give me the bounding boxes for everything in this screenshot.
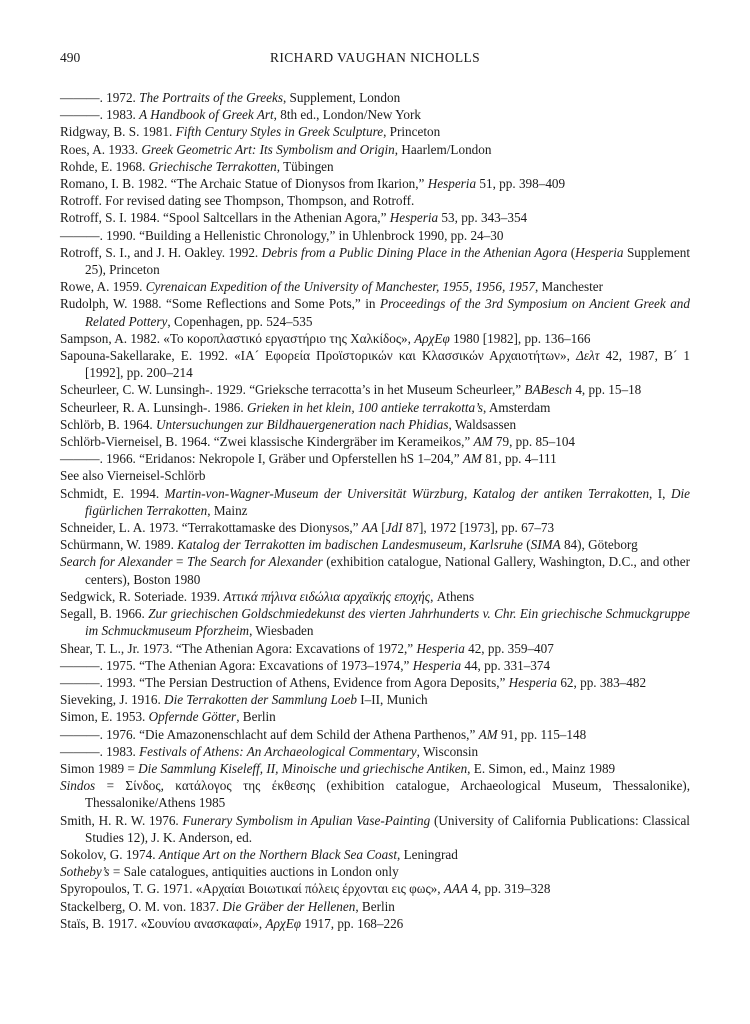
entry-text-segment: Scheurleer, R. A. Lunsingh-. 1986.	[60, 399, 247, 415]
entry-text-segment: 53, pp. 343–354	[438, 210, 528, 226]
entry-text-segment: , Copenhagen, pp. 524–535	[167, 313, 313, 329]
entry-text-segment: Simon, E. 1953.	[60, 709, 149, 725]
entry-italic-segment: Festivals of Athens: An Archaeological Commentary	[139, 743, 417, 759]
entry-text-segment: Schmidt, E. 1994.	[60, 485, 165, 501]
entry-text-segment: 91, pp. 115–148	[497, 726, 587, 742]
entry-italic-segment: BABesch	[524, 382, 573, 398]
bibliography-entry	[60, 244, 690, 278]
bibliography-entry	[60, 519, 690, 536]
entry-text-segment: 42, 1987, Β´ 1 [1992], pp. 200–214	[85, 348, 691, 381]
entry-text-segment: Sapouna-Sakellarake, E. 1992. «ΙΑ´ Εφορεία Προϊστορικών και Κλασσικών Αρχαιοτήτων»,	[60, 348, 577, 364]
entry-italic-segment: Griechische Terrakotten	[148, 158, 277, 174]
entry-text-segment: Staïs, B. 1917. «Σουνίου ανασκαφαί»,	[60, 915, 266, 931]
entry-italic-segment: Katalog der Terrakotten im badischen Landesmuseum, Karlsruhe	[177, 537, 523, 553]
entry-italic-segment: Martin-von-Wagner-Museum der Universität Würzburg, Katalog der antiken Terrakotten	[164, 485, 650, 501]
bibliography-entry	[60, 777, 690, 811]
entry-italic-segment: Cyrenaican Expedition of the University of Manchester, 1955, 1956, 1957	[145, 279, 535, 295]
entry-text-segment: , Amsterdam	[482, 399, 551, 415]
bibliography-entry	[60, 227, 690, 244]
entry-text-segment: , Tübingen	[276, 158, 334, 174]
entry-text-segment: I–II, Munich	[356, 692, 428, 708]
entry-italic-segment: Die Gräber der Hellenen	[222, 898, 356, 914]
entry-text-segment: ———. 1976. “Die Amazonenschlacht auf dem Schild der Athena Parthenos,”	[60, 726, 479, 742]
entry-text-segment: 79, pp. 85–104	[492, 434, 575, 450]
entry-text-segment: Rotroff, S. I., and J. H. Oakley. 1992.	[60, 244, 262, 260]
entry-italic-segment: Greek Geometric Art: Its Symbolism and Origin	[141, 141, 395, 157]
bibliography-entry	[60, 467, 690, 484]
entry-text-segment: , Berlin	[355, 898, 395, 914]
bibliography-entry	[60, 158, 690, 175]
entry-text-segment: 51, pp. 398–409	[476, 176, 566, 192]
entry-text-segment: Spyropoulos, T. G. 1971. «Αρχαίαι Βοιωτικαί πόλεις έρχονται εις φως»,	[60, 881, 444, 897]
entry-italic-segment: Hesperia	[575, 244, 624, 260]
entry-text-segment: Sieveking, J. 1916.	[60, 692, 165, 708]
entry-text-segment: Roes, A. 1933.	[60, 141, 142, 157]
entry-text-segment: ———. 1993. “The Persian Destruction of Athens, Evidence from Agora Deposits,”	[60, 674, 509, 690]
entry-text-segment: [	[377, 520, 386, 536]
entry-italic-segment: AAA	[443, 881, 469, 897]
bibliography-entry	[60, 640, 690, 657]
entry-text-segment: Smith, H. R. W. 1976.	[60, 812, 183, 828]
entry-text-segment: , I,	[649, 485, 671, 501]
entry-text-segment: 4, pp. 15–18	[572, 382, 642, 398]
bibliography-entry	[60, 708, 690, 725]
running-head: RICHARD VAUGHAN NICHOLLS	[269, 50, 481, 65]
page-number: 490	[60, 50, 81, 65]
entry-italic-segment: Hesperia	[508, 674, 558, 690]
entry-italic-segment: ΑρχΕφ	[265, 915, 302, 931]
entry-text-segment: Rotroff. For revised dating see Thompson, Thompson, and Rotroff.	[60, 193, 415, 209]
entry-text-segment: 4, pp. 319–328	[468, 881, 551, 897]
entry-text-segment: , Athens	[430, 588, 475, 604]
entry-text-segment: , 8th ed., London/New York	[273, 107, 421, 123]
entry-text-segment: Sokolov, G. 1974.	[60, 846, 159, 862]
entry-text-segment: , Mainz	[207, 502, 248, 518]
bibliography-entry	[60, 433, 690, 450]
entry-italic-segment: Δελτ	[576, 348, 600, 364]
entry-text-segment: Schlörb-Vierneisel, B. 1964. “Zwei klassische Kindergräber im Kerameikos,”	[60, 434, 474, 450]
entry-text-segment: Stackelberg, O. M. von. 1837.	[60, 898, 223, 914]
bibliography-entry	[60, 192, 690, 209]
entry-italic-segment: ΑρχΕφ	[414, 330, 450, 346]
entry-text-segment: Rudolph, W. 1988. “Some Reflections and Some Pots,” in	[60, 296, 380, 312]
bibliography-entry	[60, 812, 690, 846]
entry-text-segment: = Sale catalogues, antiquities auctions in London only	[109, 864, 399, 880]
bibliography-entry	[60, 416, 690, 433]
entry-text-segment: Rohde, E. 1968.	[60, 158, 149, 174]
entry-text-segment: Sampson, A. 1982. «Το κοροπλαστικό εργαστήριο της Χαλκίδος»,	[60, 330, 415, 346]
entry-text-segment: 84), Göteborg	[560, 537, 638, 553]
entry-text-segment: ———. 1975. “The Athenian Agora: Excavations of 1973–1974,”	[60, 657, 413, 673]
entry-text-segment: Romano, I. B. 1982. “The Archaic Statue of Dionysos from Ikarion,”	[60, 176, 428, 192]
entry-text-segment: Segall, B. 1966.	[60, 606, 149, 622]
entry-italic-segment: Sindos	[60, 778, 96, 794]
bibliography-entry	[60, 89, 690, 106]
entry-text-segment: (	[567, 244, 576, 260]
entry-italic-segment: Proceedings of the 3rd Symposium on Ancient Greek and Related Pottery	[85, 296, 690, 329]
entry-italic-segment: SIMA	[530, 537, 561, 553]
entry-text-segment: ———. 1983.	[60, 107, 140, 123]
entry-italic-segment: The Search for Alexander	[186, 554, 323, 570]
bibliography-entry	[60, 605, 690, 639]
entry-text-segment: , Berlin	[236, 709, 276, 725]
bibliography-entry	[60, 330, 690, 347]
entry-text-segment: , Supplement, London	[282, 90, 401, 105]
entry-italic-segment: AA	[361, 520, 378, 536]
bibliography-entry	[60, 209, 690, 226]
entry-text-segment: Scheurleer, C. W. Lunsingh-. 1929. “Grieksche terracotta’s in het Museum Scheurleer,”	[60, 382, 525, 398]
bibliography-entry	[60, 175, 690, 192]
entry-text-segment: Supplement 25), Princeton	[85, 244, 690, 278]
entry-italic-segment: Untersuchungen zur Bildhauergeneration nach Phidias	[155, 416, 449, 432]
entry-italic-segment: Hesperia	[416, 640, 465, 656]
entry-text-segment: (exhibition catalogue, National Gallery, Washington, D.C., and other centers), Boston 1980	[85, 554, 690, 587]
entry-italic-segment: Die Terrakotten der Sammlung Loeb	[164, 692, 357, 708]
entry-text-segment: , Haarlem/London	[394, 141, 492, 157]
entry-text-segment: 1980 [1982], pp. 136–166	[449, 330, 591, 346]
entry-text-segment: Schürmann, W. 1989.	[60, 537, 178, 553]
entry-text-segment: (	[522, 537, 531, 553]
entry-text-segment: , Wiesbaden	[249, 623, 314, 639]
bibliography-entry	[60, 846, 690, 863]
entry-text-segment: ———. 1990. “Building a Hellenistic Chronology,” in Uhlenbrock 1990, pp. 24–30	[60, 227, 504, 243]
entry-text-segment: 81, pp. 4–111	[481, 451, 557, 467]
entry-text-segment: 1917, pp. 168–226	[301, 915, 404, 931]
entry-italic-segment: Opfernde Götter	[148, 709, 237, 725]
entry-italic-segment: Debris from a Public Dining Place in the Athenian Agora	[261, 244, 568, 260]
entry-text-segment: Rowe, A. 1959.	[60, 279, 146, 295]
entry-text-segment: , Leningrad	[397, 846, 458, 862]
bibliography-entry	[60, 898, 690, 915]
entry-text-segment: ———. 1966. “Eridanos: Nekropole I, Gräber und Opferstellen hS 1–204,”	[60, 451, 463, 467]
entry-text-segment: Schneider, L. A. 1973. “Terrakottamaske des Dionysos,”	[60, 520, 362, 536]
bibliography-entry	[60, 880, 690, 897]
entry-text-segment: Simon 1989 =	[60, 760, 139, 776]
bibliography-entry	[60, 347, 690, 381]
bibliography-entry	[60, 450, 690, 467]
entry-text-segment: 87], 1972 [1973], pp. 67–73	[402, 520, 555, 536]
entry-text-segment: Shear, T. L., Jr. 1973. “The Athenian Agora: Excavations of 1972,”	[60, 640, 417, 656]
bibliography-entry	[60, 536, 690, 553]
entry-text-segment: 44, pp. 331–374	[461, 657, 551, 673]
entry-text-segment: 42, pp. 359–407	[464, 640, 554, 656]
entry-italic-segment: Search for Alexander	[60, 554, 173, 570]
entry-italic-segment: Hesperia	[427, 176, 477, 192]
entry-text-segment: (University of California Publications: Classical Studies 12), J. K. Anderson, ed.	[85, 812, 690, 845]
entry-text-segment: 62, pp. 383–482	[557, 674, 647, 690]
bibliography-entry	[60, 726, 690, 743]
entry-text-segment: , Manchester	[534, 279, 604, 295]
bibliography-entry	[60, 485, 690, 519]
entry-text-segment: Schlörb, B. 1964.	[60, 416, 156, 432]
entry-italic-segment: Die Sammlung Kiseleff, II, Minoische und griechische Antiken	[138, 760, 468, 776]
entry-italic-segment: Funerary Symbolism in Apulian Vase-Painting	[182, 812, 431, 828]
entry-italic-segment: Sotheby’s	[60, 864, 110, 880]
entry-italic-segment: Fifth Century Styles in Greek Sculpture	[175, 124, 384, 140]
entry-text-segment: , Wisconsin	[416, 743, 479, 759]
entry-italic-segment: Grieken in het klein, 100 antieke terrakotta’s	[247, 399, 483, 415]
bibliography-entry	[60, 381, 690, 398]
entry-italic-segment: AM	[462, 451, 482, 467]
entry-text-segment: =	[172, 554, 187, 570]
bibliography-entry	[60, 278, 690, 295]
entry-text-segment: , Waldsassen	[448, 416, 517, 432]
bibliography-entry	[60, 691, 690, 708]
entry-text-segment: ———. 1983.	[60, 743, 140, 759]
entry-text-segment: , E. Simon, ed., Mainz 1989	[467, 760, 616, 776]
entry-italic-segment: The Portraits of the Greeks	[139, 90, 283, 105]
page-header	[60, 50, 690, 66]
entry-italic-segment: Zur griechischen Goldschmiedekunst des vierten Jahrhunderts v. Chr. Ein griechische Schmuckgruppe im Schmuckmuseum Pforzheim	[85, 606, 690, 639]
entry-italic-segment: Antique Art on the Northern Black Sea Coast	[158, 846, 398, 862]
entry-text-segment: Sedgwick, R. Soteriade. 1939.	[60, 588, 224, 604]
bibliography-entry	[60, 588, 690, 605]
bibliography-entry	[60, 553, 690, 587]
bibliography-entry	[60, 657, 690, 674]
entry-text-segment: See also Vierneisel-Schlörb	[60, 468, 206, 484]
bibliography-entry	[60, 295, 690, 329]
bibliography-entry	[60, 106, 690, 123]
entry-text-segment: Ridgway, B. S. 1981.	[60, 124, 176, 140]
entry-italic-segment: AM	[478, 726, 498, 742]
entry-text-segment: , Princeton	[383, 124, 441, 140]
entry-italic-segment: Αττικά πήλινα ειδώλια αρχαϊκής εποχής	[223, 588, 431, 604]
entry-italic-segment: JdI	[385, 520, 403, 536]
entry-italic-segment: AM	[473, 434, 493, 450]
entry-text-segment: = Σίνδος, κατάλογος της έκθεσης (exhibition catalogue, Archaeological Museum, Thessalonike), Thessalonike/Athens 1985	[85, 778, 690, 811]
entry-italic-segment: Hesperia	[412, 657, 462, 673]
entry-italic-segment: Die figürlichen Terrakotten	[85, 485, 690, 518]
bibliography-entry	[60, 399, 690, 416]
bibliography-list	[60, 89, 690, 932]
entry-text-segment: ———. 1972.	[60, 90, 140, 105]
bibliography-entry	[60, 123, 690, 140]
bibliography-entry	[60, 141, 690, 158]
bibliography-entry	[60, 915, 690, 932]
bibliography-entry	[60, 863, 690, 880]
bibliography-entry	[60, 760, 690, 777]
bibliography-entry	[60, 674, 690, 691]
entry-italic-segment: Hesperia	[389, 210, 439, 226]
entry-italic-segment: A Handbook of Greek Art	[139, 107, 274, 123]
bibliography-entry	[60, 743, 690, 760]
entry-text-segment: Rotroff, S. I. 1984. “Spool Saltcellars in the Athenian Agora,”	[60, 210, 390, 226]
